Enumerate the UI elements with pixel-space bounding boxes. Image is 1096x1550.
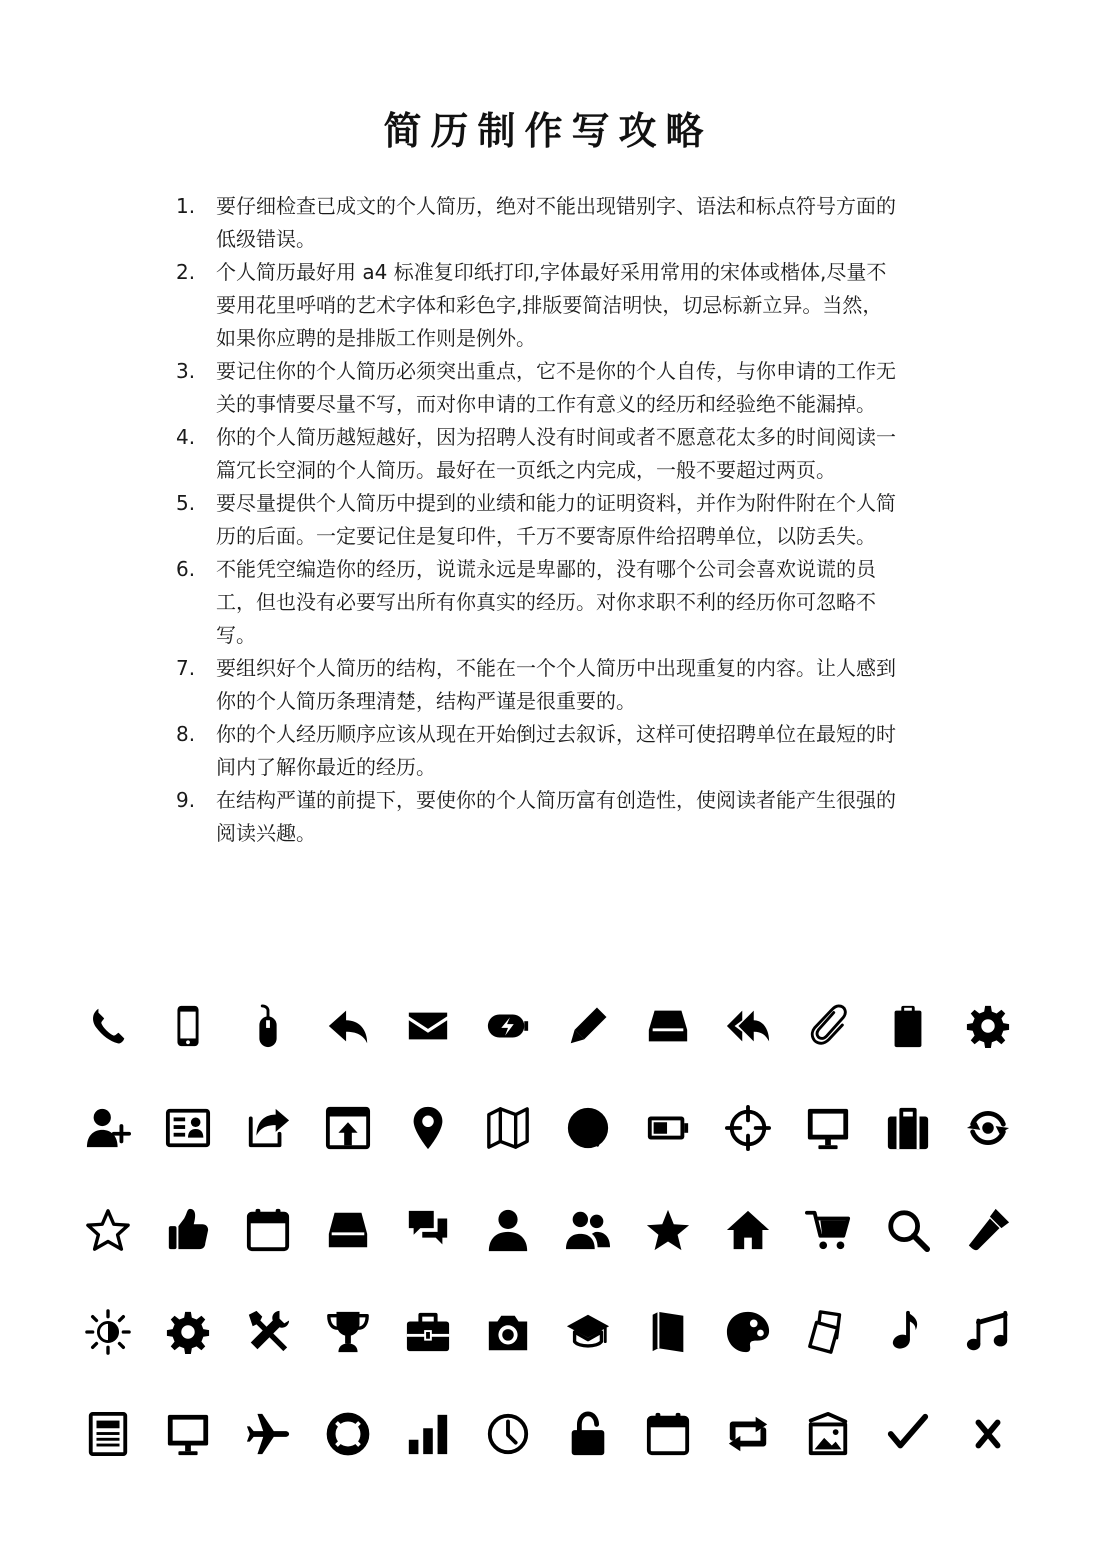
- map-icon: [468, 1077, 548, 1179]
- tip-number: 1.: [176, 194, 196, 218]
- bar-chart-icon: [388, 1383, 468, 1485]
- image-icon: [788, 1383, 868, 1485]
- reply-all-icon: [708, 975, 788, 1077]
- tip-text: 要仔细检查已成文的个人简历，绝对不能出现错别字、语法和标点符号方面的低级错误。: [216, 194, 896, 251]
- calendar-icon: [228, 1179, 308, 1281]
- eye-sync-icon: [948, 1077, 1028, 1179]
- star-outline-icon: [68, 1179, 148, 1281]
- list-item: [176, 256, 900, 355]
- photos-icon: [788, 1281, 868, 1383]
- tip-number: 7.: [176, 656, 196, 680]
- star-icon: [628, 1179, 708, 1281]
- list-item: [176, 421, 900, 487]
- reply-icon: [308, 975, 388, 1077]
- lock-open-icon: [548, 1383, 628, 1485]
- mouse-icon: [228, 975, 308, 1077]
- airplane-icon: [228, 1383, 308, 1485]
- chat-bubbles-icon: [388, 1179, 468, 1281]
- mail-icon: [388, 975, 468, 1077]
- clipboard-icon: [868, 975, 948, 1077]
- trophy-icon: [308, 1281, 388, 1383]
- battery-charging-icon: [468, 975, 548, 1077]
- monitor-icon: [788, 1077, 868, 1179]
- lifebuoy-icon: [308, 1383, 388, 1485]
- book-icon: [628, 1281, 708, 1383]
- briefcase-icon: [388, 1281, 468, 1383]
- clock-icon: [468, 1383, 548, 1485]
- list-item: [176, 190, 900, 256]
- upload-window-icon: [308, 1077, 388, 1179]
- crosshair-icon: [708, 1077, 788, 1179]
- desktop-icon: [148, 1383, 228, 1485]
- page-title: 简历制作写攻略: [383, 109, 713, 153]
- pencil-icon: [548, 975, 628, 1077]
- tip-number: 2.: [176, 260, 196, 284]
- tip-text: 在结构严谨的前提下，要使你的个人简历富有创造性，使阅读者能产生很强的阅读兴趣。: [216, 788, 896, 845]
- shopping-cart-icon: [788, 1179, 868, 1281]
- music-notes-icon: [948, 1281, 1028, 1383]
- graduation-cap-icon: [548, 1281, 628, 1383]
- home-icon: [708, 1179, 788, 1281]
- palette-icon: [708, 1281, 788, 1383]
- gear-icon: [948, 975, 1028, 1077]
- tip-text: 要组织好个人简历的结构，不能在一个个人简历中出现重复的内容。让人感到你的个人简历条理清楚，结构严谨是很重要的。: [216, 656, 896, 713]
- tips-list: [176, 190, 900, 850]
- icon-grid: [68, 975, 1028, 1485]
- phone-icon: [68, 975, 148, 1077]
- battery-icon: [628, 1077, 708, 1179]
- camera-icon: [468, 1281, 548, 1383]
- calendar-blank-icon: [628, 1383, 708, 1485]
- tip-number: 6.: [176, 557, 196, 581]
- tip-text: 你的个人简历越短越好，因为招聘人没有时间或者不愿意花太多的时间阅读一篇冗长空洞的个人简历。最好在一页纸之内完成，一般不要超过两页。: [216, 425, 896, 482]
- list-item: [176, 718, 900, 784]
- tip-text: 要尽量提供个人简历中提到的业绩和能力的证明资料，并作为附件附在个人简历的后面。一定要记住是复印件，千万不要寄原件给招聘单位，以防丢失。: [216, 491, 896, 548]
- mobile-icon: [148, 975, 228, 1077]
- suitcase-icon: [868, 1077, 948, 1179]
- tools-icon: [228, 1281, 308, 1383]
- list-item: [176, 355, 900, 421]
- inbox-icon: [628, 975, 708, 1077]
- tip-text: 个人简历最好用 a4 标准复印纸打印,字体最好采用常用的宋体或楷体,尽量不要用花里呼哨的艺术字体和彩色字,排版要简洁明快，切忌标新立异。当然，如果你应聘的是排版工作则是例外。: [216, 260, 887, 350]
- flashlight-icon: [948, 1179, 1028, 1281]
- users-icon: [548, 1179, 628, 1281]
- tip-number: 5.: [176, 491, 196, 515]
- share-icon: [228, 1077, 308, 1179]
- paperclip-icon: [788, 975, 868, 1077]
- newspaper-icon: [68, 1383, 148, 1485]
- repeat-icon: [708, 1383, 788, 1485]
- tip-number: 4.: [176, 425, 196, 449]
- list-item: [176, 553, 900, 652]
- drawer-icon: [308, 1179, 388, 1281]
- check-icon: [868, 1383, 948, 1485]
- search-icon: [868, 1179, 948, 1281]
- tip-number: 3.: [176, 359, 196, 383]
- list-item: [176, 784, 900, 850]
- tip-text: 要记住你的个人简历必须突出重点，它不是你的个人自传，与你申请的工作无关的事情要尽量不写，而对你申请的工作有意义的经历和经验绝不能漏掉。: [216, 359, 896, 416]
- tip-text: 你的个人经历顺序应该从现在开始倒过去叙诉，这样可使招聘单位在最短的时间内了解你最近的经历。: [216, 722, 896, 779]
- user-icon: [468, 1179, 548, 1281]
- close-icon: [948, 1383, 1028, 1485]
- globe-icon: [548, 1077, 628, 1179]
- contact-card-icon: [148, 1077, 228, 1179]
- tip-number: 9.: [176, 788, 196, 812]
- map-pin-icon: [388, 1077, 468, 1179]
- settings-icon: [148, 1281, 228, 1383]
- thumbs-up-icon: [148, 1179, 228, 1281]
- tip-number: 8.: [176, 722, 196, 746]
- brightness-icon: [68, 1281, 148, 1383]
- music-note-icon: [868, 1281, 948, 1383]
- tip-text: 不能凭空编造你的经历，说谎永远是卑鄙的，没有哪个公司会喜欢说谎的员工，但也没有必要写出所有你真实的经历。对你求职不利的经历你可忽略不写。: [216, 557, 876, 647]
- list-item: [176, 652, 900, 718]
- list-item: [176, 487, 900, 553]
- add-user-icon: [68, 1077, 148, 1179]
